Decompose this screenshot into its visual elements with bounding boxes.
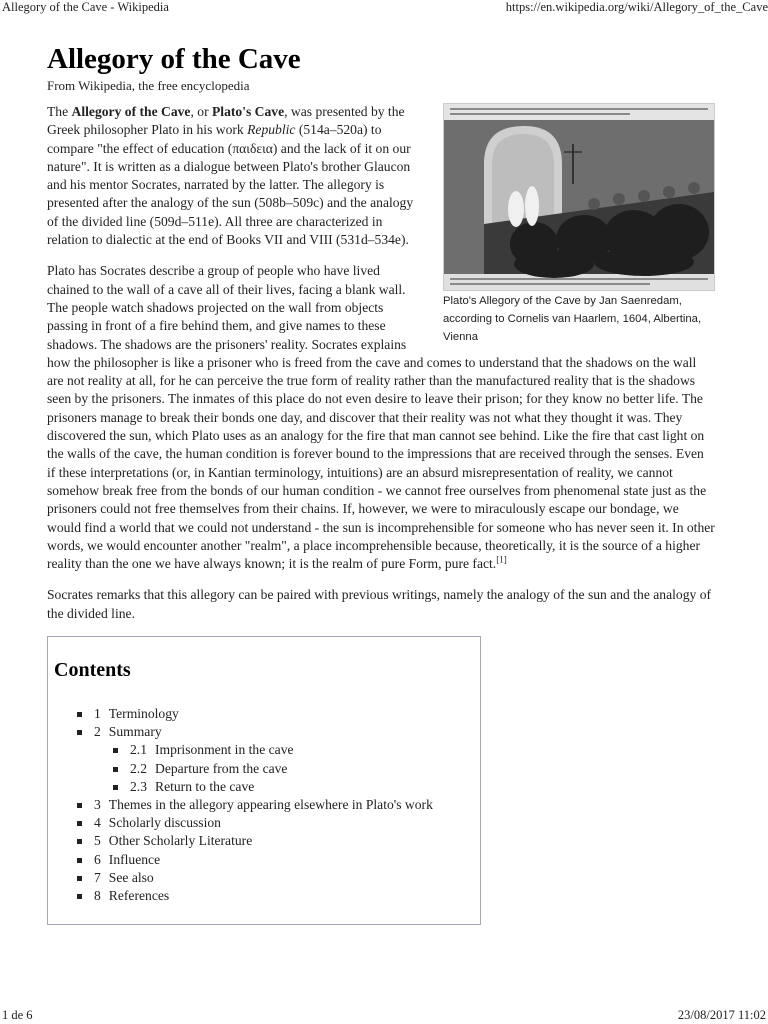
- toc-item-see-also[interactable]: 7 See also: [76, 869, 486, 887]
- print-datetime: 23/08/2017 11:02: [677, 1008, 766, 1022]
- summary-paragraph: Plato has Socrates describe a group of people who have lived chained to the wall of a cave all of their lives, facing a blank wall. The people watch shadows projected on the wall from objects passing in front of a fire behind them, and give names to these shadows. The shadows are the prisoners' reality. Socrates explains how the philosopher is like a prisoner who is freed from the cave and comes to understand that the shadows on the wall are not reality at all, for he can perceive the true form of reality rather than the manufactured reality that is the shadows seen by the prisoners. The inmates of this place do not even desire to leave their prison; for they know no better life. The prisoners manage to break their bonds one day, and discover that their reality was not what they thought it was. They discovered the sun, which Plato uses as an analogy for the fire that man cannot see behind. Like the fire that cast light on the walls of the cave, the human condition is forever bound to the impressions that are received through the senses. Even if these interpretations (or, in Kantian terminology, intuitions) are an absurd misrepresentation of reality, we cannot somehow break free from the bonds of our human condition - we cannot free ourselves from phenomenal state just as the prisoners could not free themselves from their chains. If, however, we were to miraculously escape our bondage, we would find a world that we could not understand - the sun is incomprehensible for someone who has never seen it. In other words, we would encounter another "realm", a place incomprehensible because, theoretically, it is the source of a higher reality than the one we have always known; it is the realm of pure Form, pure fact.[1]: [47, 263, 715, 572]
- page-title: Allegory of the Cave: [47, 43, 301, 75]
- toc-item-influence[interactable]: 6 Influence: [76, 851, 486, 869]
- page-counter: 1 de 6: [2, 1008, 33, 1022]
- print-header: [0, 0, 768, 16]
- print-page-url[interactable]: https://en.wikipedia.org/wiki/Allegory_of_the_Cave: [505, 0, 768, 14]
- bold-term-allegory: Allegory of the Cave: [71, 104, 191, 119]
- toc-item-terminology[interactable]: 1 Terminology: [76, 705, 486, 723]
- article-thumbnail: [443, 103, 715, 346]
- toc-item-imprisonment[interactable]: 2.1 Imprisonment in the cave: [76, 741, 486, 759]
- table-of-contents: [47, 636, 481, 925]
- print-page-title: Allegory of the Cave - Wikipedia: [2, 0, 169, 14]
- intro-paragraph: The Allegory of the Cave, or Plato's Cave, was presented by the Greek philosopher Plato in his work Republic (514a–520a) to compare "the effect of education (παιδεια) and the lack of it on our nature". It is written as a dialogue between Plato's brother Glaucon and his mentor Socrates, narrated by the latter. The allegory is presented after the analogy of the sun (508b–509c) and the analogy of the divided line (509d–511e). All three are characterized in relation to dialectic at the end of Books VII and VIII (531d–534e).: [47, 104, 414, 248]
- link-republic[interactable]: Republic: [247, 122, 296, 138]
- remarks-paragraph: Socrates remarks that this allegory can be paired with previous writings, namely the analogy of the sun and the analogy of the divided line.: [47, 587, 712, 621]
- site-tagline: From Wikipedia, the free encyclopedia: [47, 78, 250, 93]
- image-caption: Plato's Allegory of the Cave by Jan Saenredam, according to Cornelis van Haarlem, 1604, Albertina, Vienna: [443, 295, 702, 343]
- toc-item-scholarly-discussion[interactable]: 4 Scholarly discussion: [76, 814, 486, 832]
- toc-item-departure[interactable]: 2.2 Departure from the cave: [76, 760, 486, 778]
- engraving-illustration: [444, 104, 714, 290]
- citation-ref-1[interactable]: [1]: [496, 554, 507, 565]
- toc-item-other-literature[interactable]: 5 Other Scholarly Literature: [76, 832, 486, 850]
- toc-item-summary[interactable]: 2 Summary: [76, 723, 486, 741]
- toc-heading: Contents: [54, 659, 131, 682]
- toc-item-themes[interactable]: 3 Themes in the allegory appearing elsewhere in Plato's work: [76, 796, 486, 814]
- toc-item-references[interactable]: 8 References: [76, 887, 486, 905]
- toc-list: [76, 705, 486, 905]
- toc-item-return[interactable]: 2.3 Return to the cave: [76, 778, 486, 796]
- article-content: [47, 42, 715, 925]
- print-footer: [0, 1008, 768, 1024]
- bold-term-platos-cave: Plato's Cave: [212, 104, 285, 119]
- cave-engraving-image[interactable]: [443, 103, 715, 291]
